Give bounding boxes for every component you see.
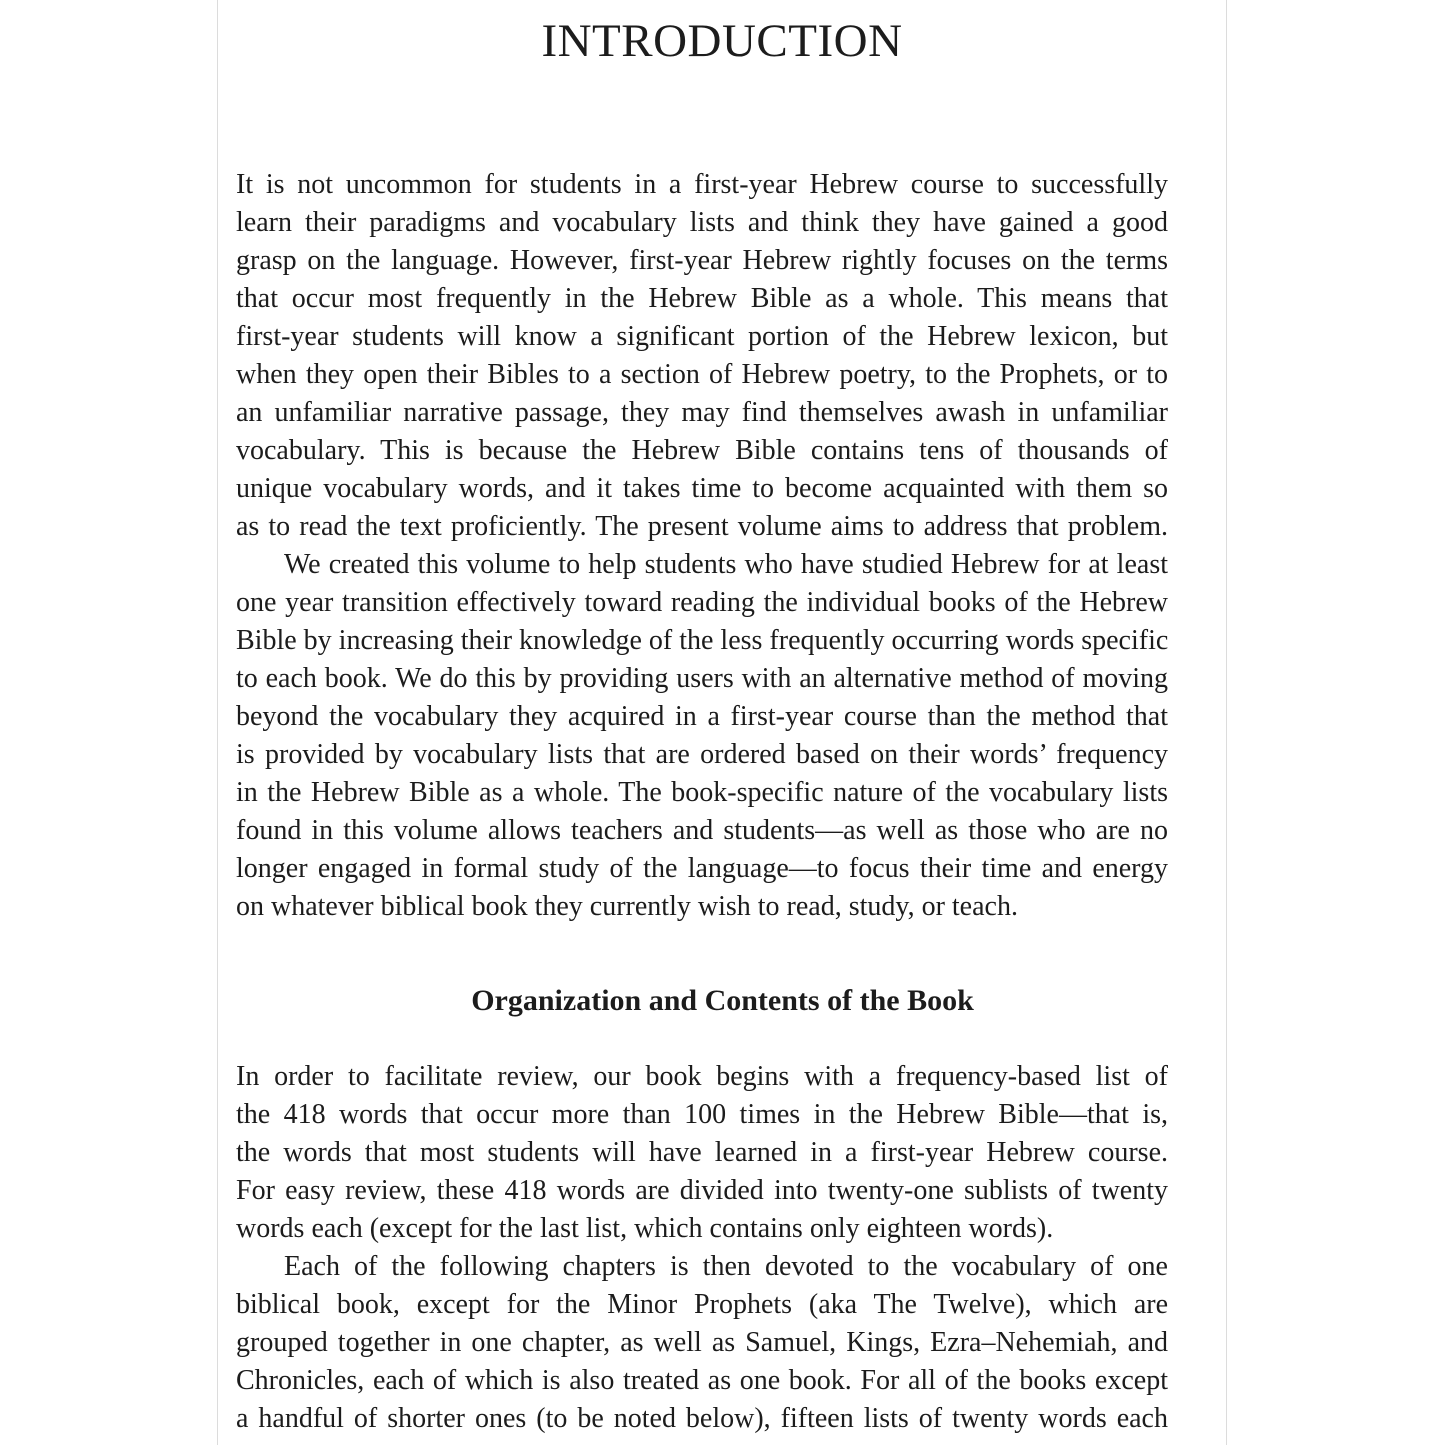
- text-line: In order to facilitate review, our book begins with a frequency-based list of: [236, 1061, 1168, 1092]
- text-line: found in this volume allows teachers and students—as well as those who are no: [236, 815, 1168, 846]
- text-line: first-year students will know a significant portion of the Hebrew lexicon, but: [236, 321, 1168, 352]
- text-line: the 418 words that occur more than 100 times in the Hebrew Bible—that is,: [236, 1099, 1168, 1130]
- text-line: the words that most students will have learned in a first-year Hebrew course.: [236, 1137, 1168, 1168]
- text-line: on whatever biblical book they currently wish to read, study, or teach.: [236, 891, 1018, 922]
- text-line: Chronicles, each of which is also treated as one book. For all of the books except: [236, 1365, 1168, 1396]
- text-line: words each (except for the last list, which contains only eighteen words).: [236, 1213, 1054, 1244]
- text-line: an unfamiliar narrative passage, they may find themselves awash in unfamiliar: [236, 397, 1168, 428]
- text-line: Each of the following chapters is then devoted to the vocabulary of one: [284, 1251, 1168, 1282]
- text-line: to each book. We do this by providing users with an alternative method of moving: [236, 663, 1168, 694]
- text-line: a handful of shorter ones (to be noted below), fifteen lists of twenty words each: [236, 1403, 1168, 1434]
- text-line: It is not uncommon for students in a first-year Hebrew course to successfully: [236, 169, 1168, 200]
- section-heading: Organization and Contents of the Book: [471, 984, 974, 1017]
- text-line: For easy review, these 418 words are divided into twenty-one sublists of twenty: [236, 1175, 1168, 1206]
- text-line: We created this volume to help students who have studied Hebrew for at least: [284, 549, 1168, 580]
- text-line: is provided by vocabulary lists that are ordered based on their words’ frequency: [236, 739, 1168, 770]
- text-line: Bible by increasing their knowledge of the less frequently occurring words specific: [236, 625, 1169, 656]
- intro-text: [236, 166, 1168, 926]
- text-line: grouped together in one chapter, as well as Samuel, Kings, Ezra–Nehemiah, and: [236, 1327, 1168, 1358]
- text-line: that occur most frequently in the Hebrew Bible as a whole. This means that: [236, 283, 1168, 314]
- page-title: INTRODUCTION: [541, 15, 903, 67]
- text-line: as to read the text proficiently. The present volume aims to address that problem.: [236, 511, 1168, 542]
- text-line: grasp on the language. However, first-year Hebrew rightly focuses on the terms: [236, 245, 1168, 276]
- text-line: when they open their Bibles to a section of Hebrew poetry, to the Prophets, or to: [236, 359, 1168, 390]
- text-line: beyond the vocabulary they acquired in a first-year course than the method that: [236, 701, 1168, 732]
- text-line: learn their paradigms and vocabulary lists and think they have gained a good: [236, 207, 1168, 238]
- text-line: one year transition effectively toward reading the individual books of the Hebrew: [236, 587, 1168, 618]
- text-line: biblical book, except for the Minor Prophets (aka The Twelve), which are: [236, 1289, 1168, 1320]
- section-text: [236, 1058, 1168, 1438]
- text-line: in the Hebrew Bible as a whole. The book-specific nature of the vocabulary lists: [236, 777, 1168, 808]
- text-line: longer engaged in formal study of the language—to focus their time and energy: [236, 853, 1168, 884]
- text-line: vocabulary. This is because the Hebrew Bible contains tens of thousands of: [236, 435, 1168, 466]
- text-line: unique vocabulary words, and it takes time to become acquainted with them so: [236, 473, 1168, 504]
